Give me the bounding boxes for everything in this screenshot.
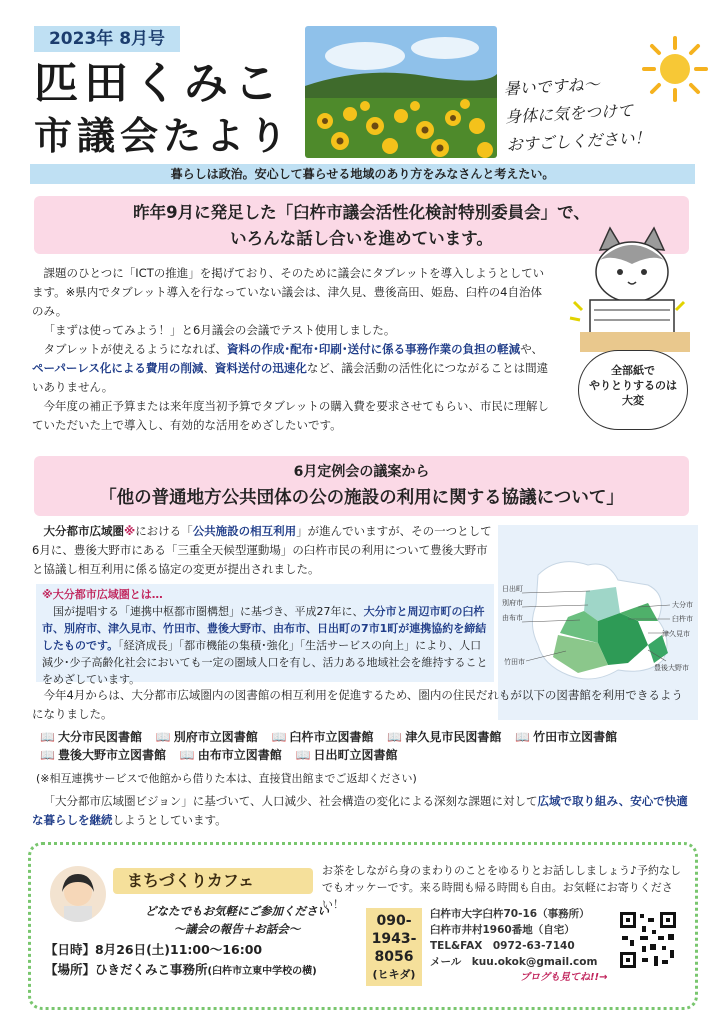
paragraph: 課題のひとつに「ICTの推進」を掲げており、そのために議会にタブレットを導入しようとしています。※県内でタブレット導入を行なっていない議会は、津久見、豊後高田、姫島、臼杵の4自治体のみ。 bbox=[32, 266, 545, 318]
email: メール kuu.okok@gmail.com bbox=[430, 956, 598, 968]
map-label: 別府市 bbox=[502, 599, 523, 607]
newsletter-title-name: 匹田くみこ bbox=[34, 58, 284, 109]
bubble-line: やりとりするのは bbox=[589, 379, 677, 392]
section2-heading-line1: 6月定例会の議案から bbox=[293, 464, 430, 480]
section2-heading bbox=[34, 456, 689, 516]
library-name: 竹田市立図書館 bbox=[533, 730, 618, 744]
library-item bbox=[180, 746, 282, 764]
map-label: 臼杵市 bbox=[672, 615, 693, 623]
highlight-text: 公共施設の相互利用 bbox=[192, 524, 297, 538]
text: しようとしています。 bbox=[112, 813, 227, 827]
library-item bbox=[387, 728, 501, 746]
cafe-place: 【場所】ひきだくみこ事務所 bbox=[45, 962, 208, 977]
section2-closing bbox=[32, 792, 692, 830]
cat-illustration bbox=[560, 220, 700, 370]
section2-paragraph: 今年4月からは、大分都市広域圏内の図書館の相互利用を促進するため、圏内の住民だれもが以下の図書館を利用できるようになりました。 bbox=[32, 688, 683, 721]
text: 「経済成長」「都市機能の集積･強化」「生活サービスの向上」により、人口減少･少子高齢化社会においても一定の圏域人口を有し、活力ある地域社会を維持することをめざしています。 bbox=[42, 639, 488, 686]
book-icon: 📖 bbox=[155, 730, 171, 744]
tel-fax: TEL&FAX 0972-63-7140 bbox=[430, 940, 575, 952]
paragraph: 「まずは使ってみよう！」と6月議会の会議でテスト使用しました。 bbox=[43, 323, 396, 337]
avatar bbox=[50, 866, 106, 922]
sunflower-photo bbox=[305, 26, 497, 158]
blog-note: ブログも見てね!!→ bbox=[520, 972, 608, 983]
text: 」が進んでいますが、その一つとして6月に、豊後大野市にある「三重全天候型運動場」の臼杵市民の利用について豊後大野市と協議し相互利用に係る協定の変更が提出されました。 bbox=[32, 524, 492, 576]
section1-body bbox=[32, 264, 552, 435]
greeting-line: 暑いですね〜 bbox=[503, 74, 601, 99]
tagline-banner: 暮らしは政治。安心して暮らせる地域のあり方をみなさんと考えたい。 bbox=[30, 164, 695, 184]
highlight-text: 広域で取り組み、安心で快適な暮らしを継続 bbox=[32, 794, 688, 827]
note-title: ※大分都市広域圏とは… bbox=[42, 588, 163, 601]
book-icon: 📖 bbox=[295, 748, 311, 762]
cafe-title: まちづくりカフェ bbox=[113, 868, 313, 894]
paragraph bbox=[32, 522, 492, 579]
text: タブレットが使えるようになれば、 bbox=[43, 342, 227, 356]
contact-info bbox=[430, 906, 620, 970]
book-icon: 📖 bbox=[515, 730, 531, 744]
cafe-details bbox=[45, 940, 317, 982]
cafe-intro: お茶をしながら身のまわりのことをゆるりとお話ししましょう♪予約なしでもオッケーです。来る時間も帰る時間も自由。お気軽にお寄りください！ bbox=[322, 864, 682, 911]
phone-name: (ヒキダ) bbox=[372, 968, 416, 981]
bubble-line: 大変 bbox=[622, 394, 644, 407]
highlight-text: 資料の作成･配布･印刷･送付に係る事務作業の負担の軽減 bbox=[226, 342, 521, 356]
library-item bbox=[40, 728, 142, 746]
library-list bbox=[40, 728, 700, 764]
book-icon: 📖 bbox=[40, 748, 55, 762]
cafe-place-note: (臼杵市立東中学校の横) bbox=[207, 966, 317, 977]
text: など、議会活動の活性化につながることは間違いありません。 bbox=[32, 361, 549, 394]
section2-heading-line2: 「他の普通地方公共団体の公の施設の利用に関する協議について」 bbox=[99, 488, 624, 508]
map-label: 大分市 bbox=[672, 601, 693, 609]
map-label: 由布市 bbox=[502, 614, 523, 622]
paragraph: 今年度の補正予算または来年度当初予算でタブレットの購入費を要求させてもらい、市民に理解していただいた上で導入し、有効的な活用をめざしたいです。 bbox=[32, 399, 549, 432]
book-icon: 📖 bbox=[387, 730, 403, 744]
highlight-text: 大分市と周辺市町の臼杵市、別府市、津久見市、竹田市、豊後大野市、由布市、日出町の7市1町が連携協約を締結したものです。 bbox=[42, 605, 487, 652]
text: 大分都市広域圏 bbox=[43, 524, 124, 538]
highlight-text: 資料送付の迅速化 bbox=[214, 361, 307, 375]
library-name: 別府市立図書館 bbox=[173, 730, 258, 744]
cafe-place-line bbox=[45, 960, 317, 982]
cafe-subtitle bbox=[112, 902, 362, 938]
phone-box bbox=[366, 908, 422, 986]
address-home: 臼杵市井村1960番地（自宅） bbox=[430, 924, 575, 936]
greeting-handwritten bbox=[503, 65, 717, 160]
address-office: 臼杵市大字臼杵70-16（事務所） bbox=[430, 908, 590, 920]
text: 「大分都市広域圏ビジョン」に基づいて、人口減少、社会構造の変化による深刻な課題に対して bbox=[43, 794, 538, 808]
map-label: 豊後大野市 bbox=[654, 664, 689, 672]
cafe-date: 【日時】8月26日(土)11:00〜16:00 bbox=[45, 942, 263, 957]
section1-heading-line2: いろんな話し合いを進めています。 bbox=[230, 229, 493, 248]
map-label: 竹田市 bbox=[504, 658, 525, 666]
book-icon: 📖 bbox=[40, 730, 55, 744]
map-label: 日出町 bbox=[502, 585, 523, 593]
library-name: 臼杵市立図書館 bbox=[289, 730, 374, 744]
library-name: 津久見市民図書館 bbox=[405, 730, 502, 744]
highlight-text: ペーパーレス化による費用の削減 bbox=[32, 361, 204, 375]
library-name: 豊後大野市立図書館 bbox=[57, 748, 166, 762]
library-item bbox=[515, 728, 617, 746]
library-name: 由布市立図書館 bbox=[197, 748, 282, 762]
phone-part: 8056 bbox=[374, 949, 414, 965]
library-note: (※相互連携サービスで他館から借りた本は、直接貸出館までご返却ください) bbox=[36, 772, 417, 785]
greeting-line: 身体に気をつけて bbox=[504, 100, 634, 127]
note-box bbox=[36, 584, 494, 686]
library-item bbox=[272, 728, 374, 746]
map-label: 津久見市 bbox=[662, 630, 690, 638]
library-name: 日出町立図書館 bbox=[313, 748, 398, 762]
cafe-subtitle-line: どなたでもお気軽にご参加ください bbox=[145, 904, 329, 918]
speech-bubble bbox=[578, 350, 688, 430]
library-name: 大分市民図書館 bbox=[57, 730, 142, 744]
text: 国が提唱する「連携中枢都市圏構想」に基づき、平成27年に、 bbox=[53, 605, 364, 618]
newsletter-title: 市議会たより bbox=[34, 114, 293, 158]
library-item bbox=[156, 728, 258, 746]
section2-intro bbox=[32, 522, 492, 579]
phone-part: 090- bbox=[376, 913, 412, 929]
note-mark: ※ bbox=[124, 524, 136, 538]
bubble-line: 全部紙で bbox=[611, 364, 655, 377]
library-item bbox=[296, 746, 398, 764]
issue-label: 2023年 8月号 bbox=[34, 26, 180, 52]
section1-heading-line1: 昨年9月に発足した「臼杵市議会活性化検討特別委員会」で、 bbox=[133, 203, 590, 222]
phone-part: 1943- bbox=[371, 931, 417, 947]
greeting-line: おすごしください！ bbox=[506, 127, 651, 155]
library-item bbox=[40, 746, 166, 764]
text: における「 bbox=[135, 524, 193, 538]
qr-code-icon[interactable] bbox=[618, 910, 678, 970]
text: 、 bbox=[203, 361, 215, 375]
cafe-subtitle-line: 〜議会の報告＋お話会〜 bbox=[173, 922, 301, 936]
book-icon: 📖 bbox=[179, 748, 195, 762]
note-body bbox=[42, 603, 488, 688]
book-icon: 📖 bbox=[271, 730, 287, 744]
paragraph bbox=[32, 340, 552, 397]
text: や、 bbox=[520, 342, 543, 356]
